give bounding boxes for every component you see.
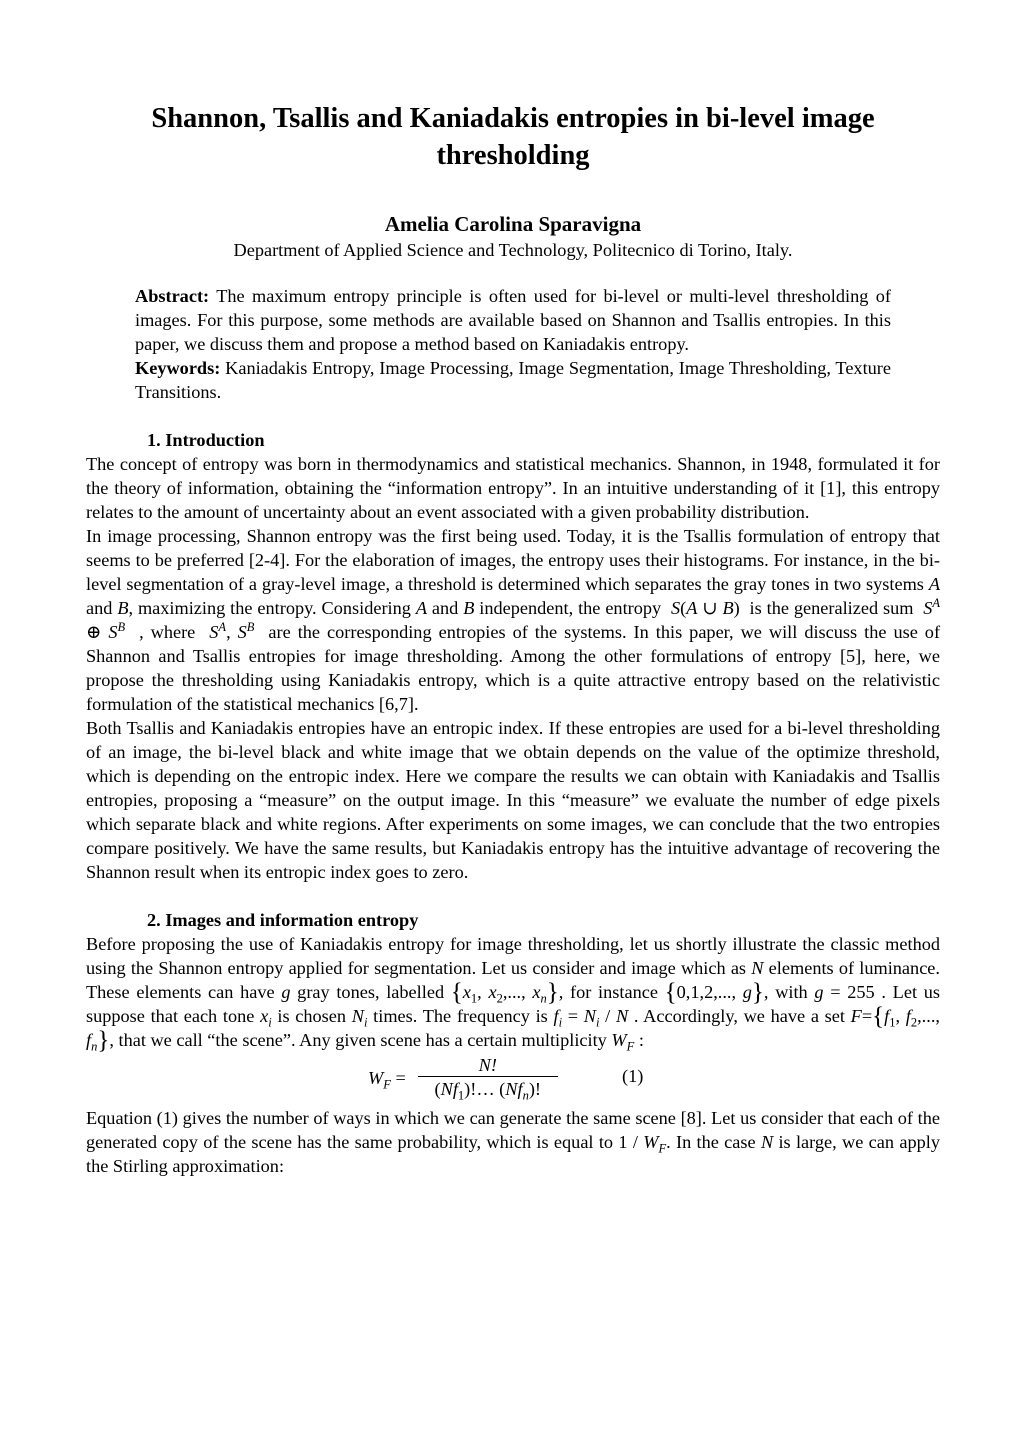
paper-title: Shannon, Tsallis and Kaniadakis entropies in bi-level image thresholding <box>151 103 875 171</box>
equation-1 <box>86 1052 940 1106</box>
abstract-label: Abstract: <box>135 286 210 306</box>
section-1-heading: 1. Introduction <box>147 430 265 450</box>
paper-page <box>86 100 940 1178</box>
author-affiliation: Department of Applied Science and Technology, Politecnico di Torino, Italy. <box>233 240 793 260</box>
section-1-paragraph-2: In image processing, Shannon entropy was the first being used. Today, it is the Tsallis formulation of entropy that seems to be preferred [2-4]. For the elaboration of images, the entropy uses their histograms. For instance, in the bi-level segmentation of a gray-level image, a threshold is determined which separates the gray tones in two systems A and B, maximizing the entropy. Considering A and B independent, the entropy S(A ∪ B) is the generalized sum $S^A$ ⊕ $S^B$ , where $S^A$, $S^B$ are the corresponding entropies of the systems. In this paper, we will discuss the use of Shannon and Tsallis entropies for image thresholding. Among the other formulations of entropy [5], here, we propose the thresholding using Kaniadakis entropy, which is a quite attractive entropy based on the relativistic formulation of the statistical mechanics [6,7]. <box>86 526 941 714</box>
keywords-label: Keywords: <box>135 358 221 378</box>
keywords <box>135 356 891 404</box>
equation-1-formula: $W_F$ = $\frac{N!}{(Nf_1)!\dots (Nf_n)!}$ <box>368 1054 558 1101</box>
section-2-heading: 2. Images and information entropy <box>147 910 419 930</box>
keywords-text: Kaniadakis Entropy, Image Processing, Image Segmentation, Image Thresholding, Texture Transitions. <box>135 358 891 402</box>
abstract-text: The maximum entropy principle is often used for bi-level or multi-level thresholding of images. For this purpose, some methods are available based on Shannon and Tsallis entropies. In this paper, we discuss them and propose a method based on Kaniadakis entropy. <box>135 286 892 354</box>
abstract-block <box>135 284 891 404</box>
author-name: Amelia Carolina Sparavigna <box>384 212 642 236</box>
section-2-paragraph-1: Before proposing the use of Kaniadakis entropy for image thresholding, let us shortly illustrate the classic method using the Shannon entropy applied for segmentation. Let us consider and image which as N elements of luminance. These elements can have g gray tones, labelled {$x_1$, $x_2$,..., $x_n$}, for instance {0,1,2,..., g}, with g = 255 . Let us suppose that each tone $x_i$ is chosen $N_i$ times. The frequency is $f_i = N_i / N$ . Accordingly, we have a set $F=\{f_1$, $f_2$,..., $f_n$}, that we call “the scene”. Any given scene has a certain multiplicity $W_F$ : <box>86 934 940 1054</box>
equation-1-number: (1) <box>622 1066 644 1086</box>
abstract <box>135 284 891 356</box>
section-2-paragraph-2: Equation (1) gives the number of ways in which we can generate the same scene [8]. Let us consider that each of the generated copy of the scene has the same probability, which is equal to $1 / W_F$. In the case N is large, we can apply the Stirling approximation: <box>86 1108 940 1176</box>
section-1-paragraph-1: The concept of entropy was born in thermodynamics and statistical mechanics. Shannon, in 1948, formulated it for the theory of information, obtaining the “information entropy”. In an intuitive understanding of it [1], this entropy relates to the amount of uncertainty about an event associated with a given probability distribution. <box>86 454 940 522</box>
section-1-paragraph-3: Both Tsallis and Kaniadakis entropies have an entropic index. If these entropies are used for a bi-level thresholding of an image, the bi-level black and white image that we obtain depends on the value of the optimize threshold, which is depending on the entropic index. Here we compare the results we can obtain with Kaniadakis and Tsallis entropies, proposing a “measure” on the output image. In this “measure” we evaluate the number of edge pixels which separate black and white regions. After experiments on some images, we can conclude that the two entropies compare positively. We have the same results, but Kaniadakis entropy has the intuitive advantage of recovering the Shannon result when its entropic index goes to zero. <box>86 718 940 882</box>
